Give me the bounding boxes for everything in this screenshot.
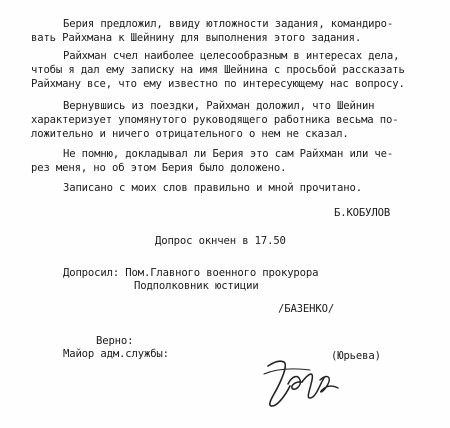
paragraph-4-line-2: рез меня, но об этом Берия было доложено. bbox=[31, 162, 287, 174]
yuryeva-name: (Юрьева) bbox=[331, 350, 381, 362]
paragraph-1-line-1: Берия предложил, ввиду ютложности задания, командиро- bbox=[63, 18, 394, 30]
paragraph-2-line-2: чтобы я дал ему записку на имя Шейнина с просьбой рассказать bbox=[31, 64, 405, 76]
bazenko-name: /БАЗЕНКО/ bbox=[278, 303, 335, 315]
paragraph-4-line-1: Не помню, докладывал ли Берия это сам Райхман или че- bbox=[63, 148, 394, 160]
paragraph-3-line-1: Вернувшись из поездки, Райхман доложил, что Шейнин bbox=[63, 100, 375, 112]
major-label: Майор адм.службы: bbox=[63, 348, 169, 360]
verno-label: Верно: bbox=[96, 335, 134, 347]
paragraph-3-line-3: ложительно и ничего отрицательного о нем не сказал. bbox=[31, 128, 349, 140]
paragraph-3-line-2: характеризует упомянутого руководящего работника весьма по- bbox=[31, 114, 399, 126]
interrogated-by-line-2: Подполковник юстиции bbox=[134, 280, 259, 292]
interrogation-end: Допрос окнчен в 17.50 bbox=[155, 235, 286, 247]
signature-kobulov: Б.КОБУЛОВ bbox=[334, 207, 391, 219]
recorded-line: Записано с моих слов правильно и мной прочитано. bbox=[63, 182, 362, 194]
paragraph-2-line-3: Райхману все, что ему известно по интересующему нас вопросу. bbox=[31, 78, 405, 90]
interrogated-by-line-1: Допросил: Пом.Главного военного прокурора bbox=[63, 267, 319, 279]
paragraph-1-line-2: вать Райхмана к Шейнину для выполнения этого задания. bbox=[31, 32, 362, 44]
paragraph-2-line-1: Райхман счел наиболее целесообразным в интересах дела, bbox=[63, 50, 400, 62]
